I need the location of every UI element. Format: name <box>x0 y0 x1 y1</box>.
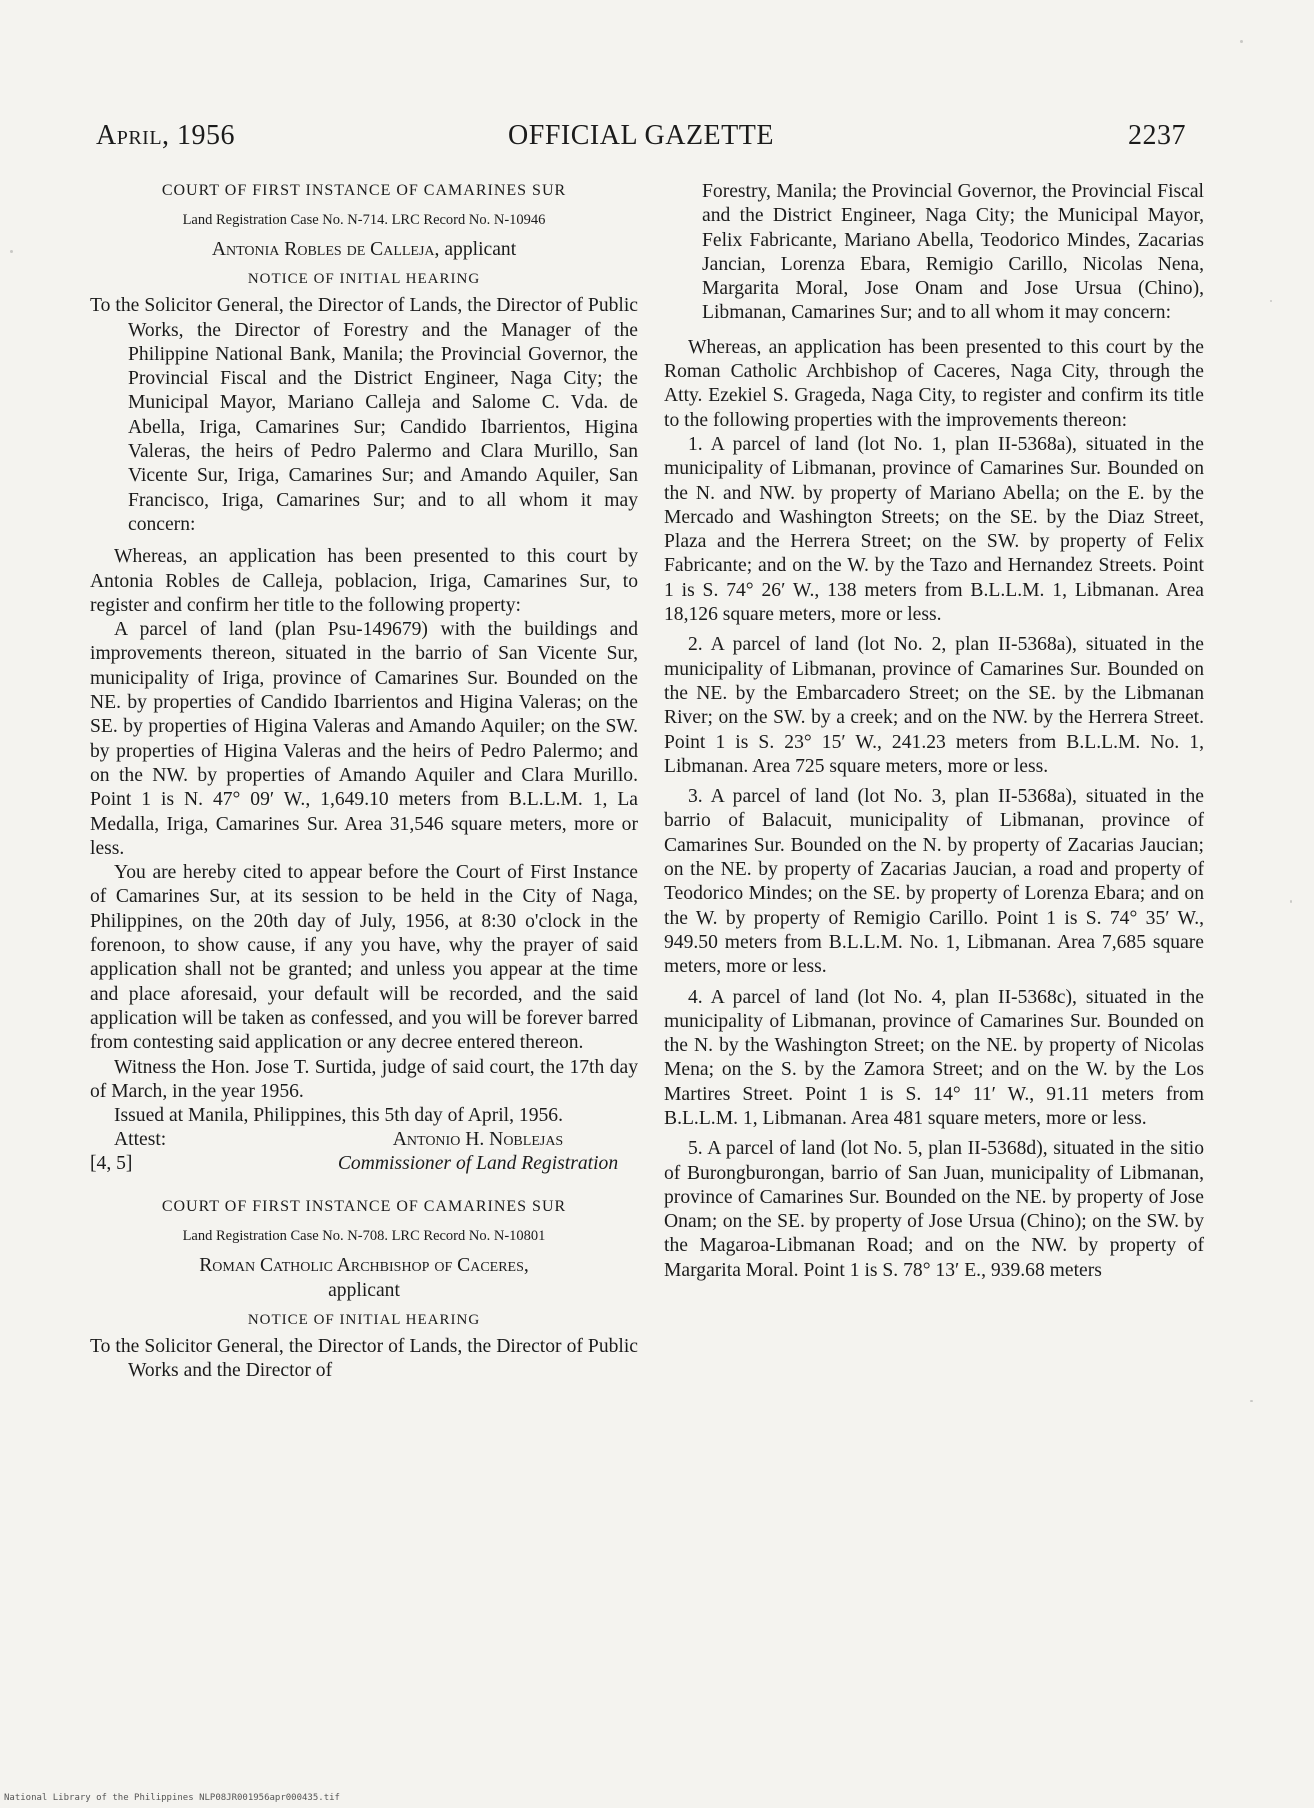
notice1-property: A parcel of land (plan Psu-149679) with the buildings and improvements thereon, situated in the barrio of San Vicente Sur, municipality of Iriga, province of Camarines Sur. Bounded on the NE. by properties of Candido Ibarrientos and Higina Valeras; on the SE. by properties of Higina Valeras and Amando Aquiler; on the SW. by properties of Higina Valeras and the heirs of Pedro Palermo; and on the NW. by properties of Amando Aquiler and Clara Murillo. Point 1 is N. 47° 09′ W., 1,649.10 meters from B.L.L.M. 1, La Medalla, Iriga, Camarines Sur. Area 31,546 square meters, more or less. <box>90 619 638 859</box>
issue-reference: [4, 5] <box>90 1153 133 1175</box>
page-number: 2237 <box>1128 120 1186 151</box>
notice2-applicant: Roman Catholic Archbishop of Caceres, applicant <box>199 1255 529 1301</box>
notice1-case-number: Land Registration Case No. N-714. LRC Record No. N-10946 <box>182 212 546 228</box>
notice1-applicant-name: Antonia Robles de Calleja <box>211 239 435 260</box>
notice2-applicant-name: Roman Catholic Archbishop of Caceres <box>199 1255 524 1277</box>
scan-speck <box>1290 900 1292 903</box>
notice1-issued: Issued at Manila, Philippines, this 5th day of April, 1956. <box>114 1105 563 1127</box>
notice1-court: COURT OF FIRST INSTANCE OF CAMARINES SUR <box>161 182 567 199</box>
publication-title: OFFICIAL GAZETTE <box>508 120 774 151</box>
notice2-court: COURT OF FIRST INSTANCE OF CAMARINES SUR <box>161 1198 567 1216</box>
scan-speck <box>1240 40 1243 43</box>
notice2-addressees-continued: Forestry, Manila; the Provincial Governor, the Provincial Fiscal and the District Engineer, Naga City; the Municipal Mayor, Felix Fabricante, Mariano Abella, Teodorico Mindes, Zacarias Jancian, Lorenza Ebara, Remigio Carillo, Nicolas Nena, Margarita Moral, Jose Onam and Jose Ursua (Chino), Libmanan, Camarines Sur; and to all whom it may concern: <box>702 181 1204 324</box>
notice1-witness: Witness the Hon. Jose T. Surtida, judge of said court, the 17th day of March, in the year 1956. <box>90 1056 638 1102</box>
notice1-whereas: Whereas, an application has been presented to this court by Antonia Robles de Calleja, poblacion, Iriga, Camarines Sur, to register and confirm her title to the following property: <box>90 546 638 616</box>
lot-item: 5. A parcel of land (lot No. 5, plan II-5368d), situated in the sitio of Burongburongan, barrio of San Juan, municipality of Libmanan, province of Camarines Sur. Bounded on the NE. by property of Jose Onam; on the SE. by property of Jose Ursua (Chino); on the SW. by the Magaroa-Libmanan Road; and on the NW. by property of Margarita Moral. Point 1 is S. 78° 13′ E., 939.68 meters <box>664 1138 1204 1281</box>
lot-item: 4. A parcel of land (lot No. 4, plan II-5368c), situated in the municipality of Libmanan, province of Camarines Sur. Bounded on the N. by the Washington Street; on the NE. by property of Nicolas Mena; on the S. by the Zamora Street; and on the W. by the Los Martires Street. Point 1 is S. 14° 11′ W., 91.11 meters from B.L.L.M. 1, Libmanan. Area 481 square meters, more or less. <box>664 986 1204 1129</box>
scan-speck <box>1270 300 1272 302</box>
signatory-title: Commissioner of Land Registration <box>337 1153 619 1175</box>
scan-speck <box>1250 1400 1253 1402</box>
notice1-applicant <box>90 238 638 262</box>
signatory-name: Antonio H. Noblejas <box>392 1129 564 1151</box>
running-head <box>96 120 1186 160</box>
left-column <box>90 180 638 1384</box>
notice1-applicant-suffix: , applicant <box>434 239 517 260</box>
issue-date: April, 1956 <box>96 120 236 151</box>
lot-item: 2. A parcel of land (lot No. 2, plan II-5368a), situated in the municipality of Libmanan, province of Camarines Sur. Bounded on the NE. by the Embarcadero Street; on the SE. by the Libmanan River; on the SW. by a creek; and on the NW. by the Herrera Street. Point 1 is S. 23° 15′ W., 241.23 meters from B.L.L.M. No. 1, Libmanan. Area 725 square meters, more or less. <box>664 634 1204 777</box>
notice2-addressees-start: To the Solicitor General, the Director of Lands, the Director of Public Works and the Director of <box>90 1335 638 1382</box>
notice2-case-number: Land Registration Case No. N-708. LRC Record No. N-10801 <box>182 1228 546 1245</box>
attest-label: Attest: <box>114 1129 167 1151</box>
scan-speck <box>10 250 13 253</box>
right-column <box>664 180 1204 1283</box>
notice1-citation: You are hereby cited to appear before the Court of First Instance of Camarines Sur, at its session to be held in the City of Naga, Philippines, on the 20th day of July, 1956, at 8:30 o'clock in the forenoon, to show cause, if any you have, why the prayer of said application shall not be granted; and unless you appear at the time and place aforesaid, your default will be recorded, and the said application will be taken as confessed, and you will be forever barred from contesting said application or any decree entered thereon. <box>90 862 638 1054</box>
notice1-attest-line <box>90 1128 638 1152</box>
notice2-whereas: Whereas, an application has been presented to this court by the Roman Catholic Archbishop of Caceres, Naga City, through the Atty. Ezekiel S. Grageda, Naga City, to register and confirm its title to the following properties with the improvements thereon: <box>664 336 1204 431</box>
notice1-title: NOTICE OF INITIAL HEARING <box>247 271 481 288</box>
notice1-signature-line <box>90 1152 638 1176</box>
notice1-addressees: To the Solicitor General, the Director of Lands, the Director of Public Works, the Director of Forestry and the Manager of the Philippine National Bank, Manila; the Provincial Governor, the Provincial Fiscal and the District Engineer, Naga City; the Municipal Mayor, Mariano Calleja and Salome C. Vda. de Abella, Iriga, Camarines Sur; Candido Ibarrientos, Higina Valeras, the heirs of Pedro Palermo and Clara Murillo, San Vicente Sur, Iriga, Camarines Sur; and Amando Aquiler, San Francisco, Iriga, Camarines Sur; and to all whom it may concern: <box>90 295 638 535</box>
lot-item: 3. A parcel of land (lot No. 3, plan II-5368a), situated in the barrio of Balacuit, municipality of Libmanan, province of Camarines Sur. Bounded on the N. by property of Zacarias Jaucian; on the NE. by property of Zacarias Jaucian, a road and property of Teodorico Mindes; on the SE. by property of Lorenza Ebara; and on the W. by property of Remigio Carillo. Point 1 is S. 74° 35′ W., 949.50 meters from B.L.L.M. No. 1, Libmanan. Area 7,685 square meters, more or less. <box>664 786 1204 978</box>
scan-footer: National Library of the Philippines NLP08JR001956apr000435.tif <box>4 1793 340 1803</box>
lot-item: 1. A parcel of land (lot No. 1, plan II-5368a), situated in the municipality of Libmanan, province of Camarines Sur. Bounded on the N. and NW. by property of Mariano Abella; on the E. by the Mercado and Washington Streets; on the SE. by the Diaz Street, Plaza and the Herrera Street; on the SW. by property of Felix Fabricante; and on the W. by the Tazo and Hernandez Streets. Point 1 is S. 74° 26′ W., 138 meters from B.L.L.M. 1, Libmanan. Area 18,126 square meters, more or less. <box>664 433 1204 626</box>
notice2-applicant-suffix: applicant <box>328 1279 400 1301</box>
notice2-title: NOTICE OF INITIAL HEARING <box>247 1311 481 1328</box>
